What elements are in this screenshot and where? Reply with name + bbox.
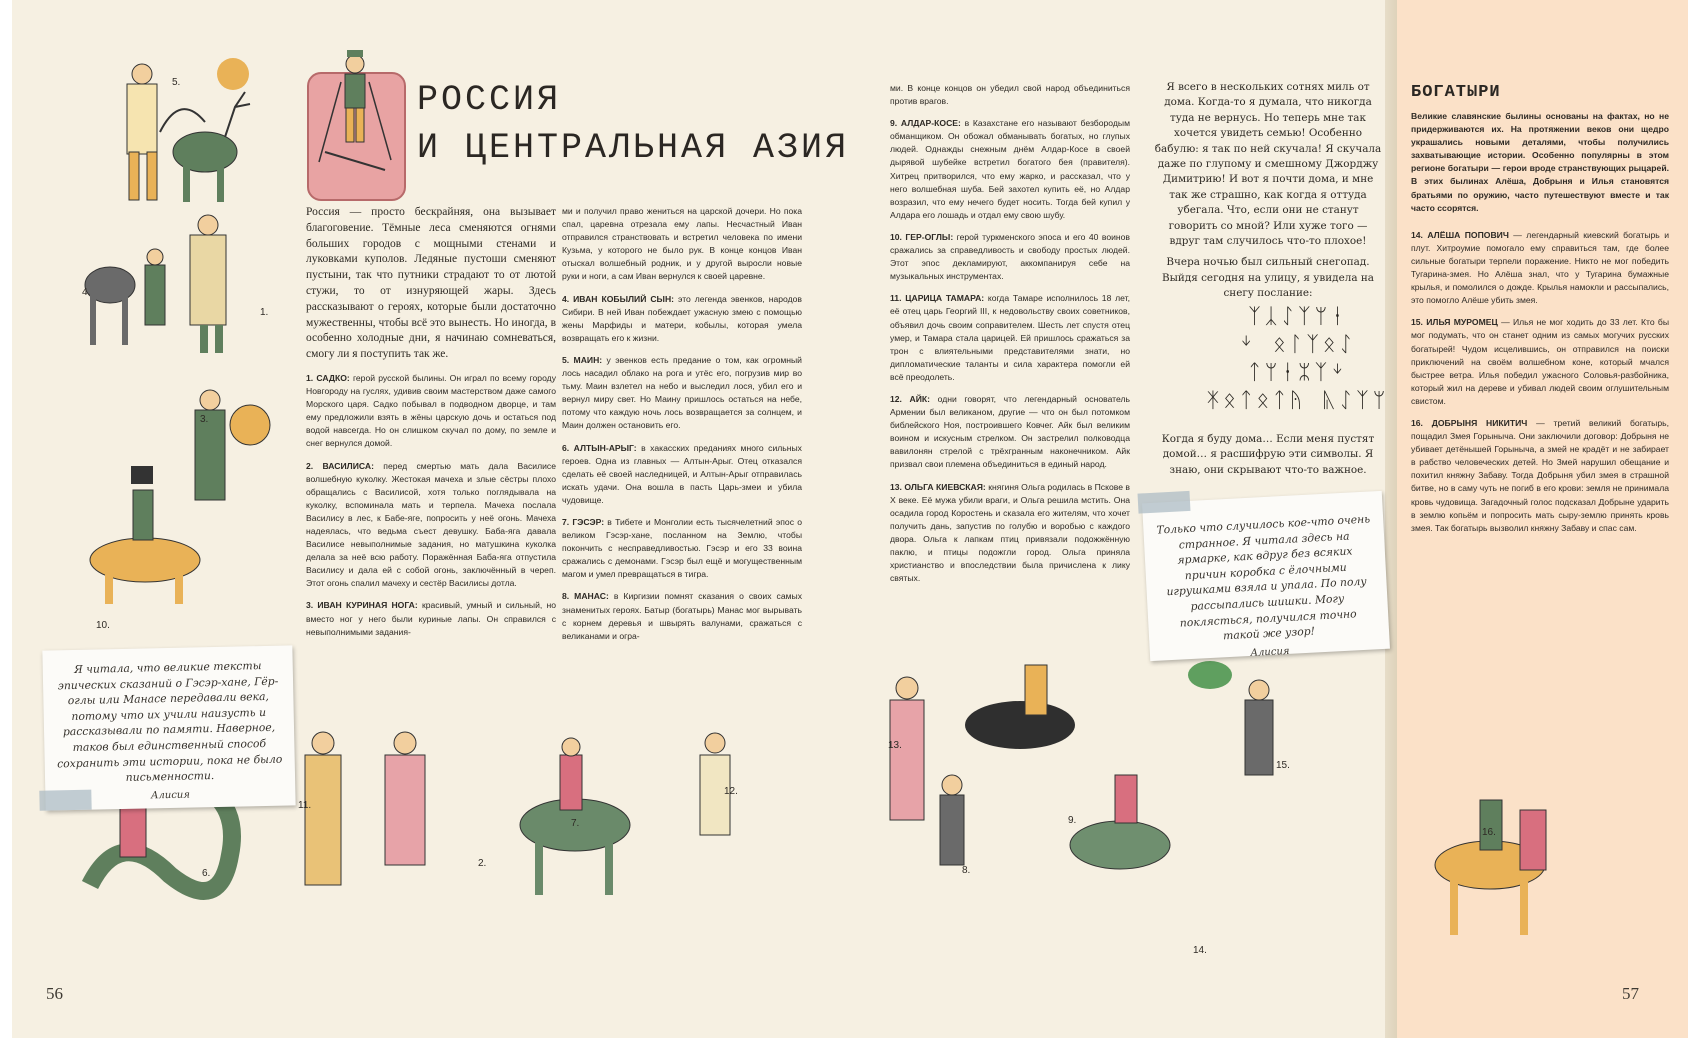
entry-3-cont bbox=[562, 205, 802, 284]
entry-6 bbox=[562, 442, 802, 507]
entry-heading: 8. МАНАС: bbox=[562, 591, 609, 602]
entry-heading: 5. МАИН: bbox=[562, 354, 603, 365]
entry-text: перед смертью мать дала Василисе волшебную куколку. Жестокая мачеха и злые сёстры плохо обращались с Василисой, хотя только поглядывала на куколку, вспоминала мать и терпела. Мачеха послала Василису в лес, к Бабе-яге, попросить у неё огонь. Мачеха надеялась, что ведьма съест девушку. Баба-яга давала Василисе невыполнимые задания, но матушкина куколка делала за неё всю работу. Поражённая Баба-яга отпустила Василису и дала ей с собой огонь, заключённый в череп. Этот огонь спалил мачеху и сестёр Василисы дотла. bbox=[306, 460, 556, 589]
letter-afterword: Когда я буду дома… Если меня пустят домой… я расшифрую эти символы. Я знаю, они скрывают что-то важное. bbox=[1161, 433, 1375, 476]
figure-number-5: 5. bbox=[172, 77, 181, 88]
sidebar-entry-15 bbox=[1411, 316, 1669, 408]
entry-text: герой русской былины. Он играл по всему городу Новгороду на гуслях, удивив своим мастерством даже самого Морского царя. Садко побывал в подводном дворце, и там ему предложили взять в жёны царскую дочь и остаться под водой навсегда. Но он слишком скучал по дому, по земле и снег вернулся домой. bbox=[306, 372, 556, 449]
figure-number-14: 14. bbox=[1193, 945, 1207, 956]
entry-8 bbox=[562, 590, 802, 642]
sidebar-intro: Великие славянские былины основаны на фактах, но не придерживаются их. На протяжении веков они щедро украшались новыми деталями, чтобы получились захватывающие истории. Особенно популярны в этом регионе богатыри — герои вроде странствующих рыцарей. В этих былинах Алёша, Добрыня и Илья становятся братьями по оружию, часто путешествуют вместе и так часто ссорятся. bbox=[1411, 111, 1669, 213]
rune-line: ᛉᛣᛇᛉᛘᚽ bbox=[1248, 304, 1348, 328]
entry-text: красивый, умный и сильный, но вместо ног у него были куриные лапы. Он справился с невыполнимыми задания- bbox=[306, 600, 556, 637]
right-heroes-illustration bbox=[880, 655, 1370, 945]
entry-text: ми и получил право жениться на царской дочери. Но пока спал, царевна отрезала ему лапы. Несчастный Иван отправился странствовать и встретил человека по имени Кузьма, у которого не было рук. В конце концов Иван отыскал волшебный родник, и у другой выросли новые руки и ноги, а сам Иван вернулся к своей царевне. bbox=[562, 206, 802, 282]
entry-heading: 6. АЛТЫН-АРЫГ: bbox=[562, 442, 637, 453]
entry-text: когда Тамаре исполнилось 18 лет, её отец царь Георгий III, к недовольству своих советников, объявил дочь своим соправителем. Шесть лет спустя отец умер, и Тамара стала царицей. Ей пришлось сражаться за трон с влиятельными представителями знати, но дипломатические таланты и сила характера помогли ей всё преодолеть. bbox=[890, 293, 1130, 382]
rune-line: ᛏᛘᚽᛯᛉᛎ bbox=[1248, 360, 1348, 384]
entry-2 bbox=[306, 460, 556, 591]
figure-number-15: 15. bbox=[1276, 760, 1290, 771]
page-number-right: 57 bbox=[1622, 984, 1639, 1003]
figure-number-8: 8. bbox=[962, 865, 971, 876]
entry-text: одни говорят, что легендарный основатель Армении был великаном, другие — что он был потомком библейского Ноя, построившего Ковчег. Айк был великим воином и искусным стрелком. Он застрелил полководца вавилонян стрелой с трёхгранным наконечником. Айк призвал свои племена объединиться в единый народ. bbox=[890, 393, 1131, 470]
figure-number-4: 4. bbox=[82, 287, 91, 298]
letter-body: Я всего в нескольких сотнях миль от дома. Когда-то я думала, что никогда туда не вернусь. Но теперь мне так хочется увидеть семью! Особенно бабулю: я так по ней скучала! Я скучала даже по глупому и смешному Джорджу Димитрию! И вот я почти дома, и мне так же страшно, как когда я оттуда убегала. Что, если они не станут говорить со мной? Или хуже того — вдруг там случилось что-то плохое! bbox=[1154, 81, 1382, 248]
entry-text: — легендарный киевский богатырь и плут. Хитроумие помогало ему справиться там, где более сильные богатыри терпели поражение. Никто не мог победить Тугарина-змея. Но Алёша знал, что у Тугарина бумажные крылья, и помолился о дожде. Крылья намокли и рассыпались, это помогло Алёше убить змея. bbox=[1411, 229, 1669, 306]
figure-number-11: 11. bbox=[298, 800, 312, 811]
sidebar-title: БОГАТЫРИ bbox=[1411, 83, 1501, 102]
sidebar-entry-16 bbox=[1411, 417, 1669, 535]
figure-number-12: 12. bbox=[724, 786, 738, 797]
rune-message bbox=[1188, 302, 1408, 414]
entry-text: ми. В конце концов он убедил свой народ объединиться против врагов. bbox=[890, 83, 1130, 107]
sidebar-entry-14 bbox=[1411, 229, 1669, 308]
sadko-deer-illustration bbox=[85, 52, 265, 212]
entry-heading: 4. ИВАН КОБЫЛИЙ СЫН: bbox=[562, 293, 675, 304]
entry-8-cont bbox=[890, 82, 1130, 108]
skier-illustration bbox=[307, 42, 407, 202]
entry-heading: 14. АЛЁША ПОПОВИЧ bbox=[1411, 229, 1509, 240]
entry-heading: 12. АЙК: bbox=[890, 393, 931, 404]
entry-text: в Киргизии помнят сказания о своих самых знаменитых героях. Батыр (богатырь) Манас мог вырывать с корнем деревья и швырять валунами, сражаться с великанами и огра- bbox=[562, 591, 803, 641]
entry-text: княгиня Ольга родилась в Пскове в X веке. Её мужа убили враги, и Ольга решила мстить. Она осадила город Коростень и сказала его жителям, что хочет получить дань, запустив по голубю и воробью с каждого двора. Ольга к лапкам птиц привязали подожжённую паклю, и птицы подожгли город. Ольга приняла христианство и впоследствии была причислена к лику святых. bbox=[890, 481, 1130, 584]
entry-heading: 11. ЦАРИЦА ТАМАРА: bbox=[890, 293, 985, 304]
entry-10 bbox=[890, 231, 1130, 283]
entry-3 bbox=[306, 599, 556, 638]
entry-11 bbox=[890, 292, 1130, 384]
entry-heading: 2. ВАСИЛИСА: bbox=[306, 460, 374, 471]
figure-number-16: 16. bbox=[1482, 827, 1496, 838]
figure-number-13: 13. bbox=[888, 740, 902, 751]
dobrynya-rider-illustration bbox=[1410, 790, 1620, 950]
intro-paragraph: Россия — просто бескрайняя, она вызывает благоговение. Тёмные леса сменяются огнями больших городов с мощными стенами и луковками куполов. Ледяные пустоши сменяют пустыни, так что путники страдают то от лютой стужи, то от изнуряющей жары. Здесь рассказывают о героях, которые были достаточно мужественны, чтобы всё это вынесть. Но иногда, в особенно холодные дни, я начинаю сомневаться, смогу ли я поступить так же. bbox=[306, 206, 556, 361]
figure-number-6: 6. bbox=[202, 868, 211, 879]
diary-letter bbox=[1152, 80, 1384, 302]
entry-text: это легенда эвенков, народов Сибири. В ней Иван побеждает ужасную змею с помощью жены Марфиды и матери, кобылы, которая умела возвращать его к жизни. bbox=[562, 293, 802, 343]
heroes-row-illustration bbox=[280, 715, 760, 925]
tape bbox=[39, 790, 91, 811]
figure-number-7: 7. bbox=[571, 818, 580, 829]
text-column-1 bbox=[306, 205, 556, 648]
rider-warrior-illustration bbox=[65, 380, 275, 610]
note-left-text: Я читала, что великие тексты эпических сказаний о Гэсэр-хане, Гёр-оглы или Манасе передавали века, потому что их учили наизусть и рассказывали по памяти. Наверное, таков был единственный способ сохранить эти истории, пока не было письменности. bbox=[57, 659, 283, 785]
tape bbox=[1138, 491, 1191, 514]
entry-text: в Тибете и Монголии есть тысячелетний эпос о великом Гэсэр-хане, посланном на Землю, чтобы покончить с несправедливостью. Гэсэр и его 33 воина сражались с демонами. Гэсэр был ещё и могущественным магом и умел превращаться в тигра. bbox=[562, 516, 803, 580]
entry-heading: 1. САДКО: bbox=[306, 372, 350, 383]
figure-number-2: 2. bbox=[478, 858, 487, 869]
entry-7 bbox=[562, 516, 802, 581]
entry-heading: 10. ГЕР-ОГЛЫ: bbox=[890, 231, 954, 242]
figure-number-10: 10. bbox=[96, 620, 110, 631]
sidebar-text bbox=[1411, 110, 1669, 544]
rune-line: ᛡᛟᛏᛟᛏᚤ ᚣᛇᛉᛘ bbox=[1206, 388, 1390, 412]
entry-13 bbox=[890, 481, 1130, 586]
figure-number-3: 3. bbox=[200, 414, 209, 425]
entry-text: — Илья не мог ходить до 33 лет. Кто бы мог подумать, что он станет одним из самых могучих русских богатырей! Чудом исцелившись, он отправился на поиски приключений на своём волшебном коне, который мчался быстрее ветра. Илья победил ужасного Соловья-разбойника, который жил на дереве и убивал людей своим оглушительным свистом. bbox=[1411, 317, 1669, 406]
entry-heading: 16. ДОБРЫНЯ НИКИТИЧ bbox=[1411, 417, 1528, 428]
text-column-3 bbox=[890, 82, 1130, 594]
entry-text: в Казахстане его называют безбородым обманщиком. Он обожал обманывать богатых, но глупых людей. Однажды снежным днём Алдар-Косе в своей дырявой шубейке встретил богатого бея (правителя). Хитрец притворился, что ему жарко, и рассказал, что у него волшебная шуба. Бей захотел купить её, но Алдар возразил, что ему нечего будет носить. Тогда бей купил у Алдара его лошадь и отдал ему свою шубу. bbox=[890, 118, 1130, 220]
note-right-text: Только что случилось кое-что очень странное. Я читала здесь на ярмарке, как вдруг без всяких причин коробка с ёлочными игрушками взяла и упала. По полу рассыпались шишки. Могу поклясться, получился точно такой же узор! bbox=[1156, 512, 1371, 643]
entry-heading: 9. АЛДАР-КОСЕ: bbox=[890, 118, 961, 129]
entry-1 bbox=[306, 372, 556, 451]
figure-number-9: 9. bbox=[1068, 815, 1077, 826]
entry-4 bbox=[562, 293, 802, 345]
entry-text: — третий великий богатырь, пощадил Змея Горыныча. Они заключили договор: Добрыня не убивает детёнышей Горыныча, а змей не крадёт и не забирает в рабство человеческих детей. Но Змей нарушил обещание и похитил княжну Забаву. Тогда Добрыня убил змея в страшной битве, но в саму чуть не погиб в его крови: земля не принимала кровь чудовища. Загадочный голос подсказал Добрыне ударить в землю копьём и попросить мать сыру-землю принять кровь змея. Так богатырь вызволил княжну Забаву и спас сам. bbox=[1411, 417, 1669, 533]
entry-9 bbox=[890, 117, 1130, 222]
note-right bbox=[1142, 491, 1390, 661]
page-number-left: 56 bbox=[46, 984, 63, 1003]
entry-text: герой туркменского эпоса и его 40 воинов сражались за справедливость и свободу простых людей. Этот эпос декламируют, аккомпанируя себе на музыкальных инструментах. bbox=[890, 231, 1130, 282]
entry-heading: 13. ОЛЬГА КИЕВСКАЯ: bbox=[890, 481, 986, 492]
title-line-1: РОССИЯ bbox=[417, 80, 562, 120]
page-title bbox=[417, 76, 849, 172]
title-line-2: И ЦЕНТРАЛЬНАЯ АЗИЯ bbox=[417, 128, 850, 168]
ivan-horse-illustration bbox=[70, 205, 260, 385]
entry-text: в хакасских преданиях много сильных героев. Одна из главных — Алтын-Арыг. Отец отказался сделать её своей наследницей, и Алтын-Арыг отправилась искать удачи. Она вошла в пасть Царь-змеи и убила чудовище. bbox=[562, 442, 802, 505]
entry-heading: 15. ИЛЬЯ МУРОМЕЦ bbox=[1411, 317, 1498, 328]
note-left-signature: Алисия bbox=[150, 789, 191, 802]
entry-heading: 7. ГЭСЭР: bbox=[562, 516, 605, 527]
text-column-2 bbox=[562, 205, 802, 652]
rune-line: ᛎ ᛟᛚᛉᛟᛇ bbox=[1239, 332, 1357, 356]
entry-text: у эвенков есть предание о том, как огромный лось насадил облако на рога и утёс его, погрузив мир во тьму. Маин взлетел на небо и выследил лося, убил его и вернул миру свет. Но Маину пришлось остаться на небе, потому что каждую ночь лось возвращается за солнцем, и Маин должен остановить его. bbox=[562, 354, 802, 431]
figure-number-1: 1. bbox=[260, 307, 269, 318]
letter-snow-line: Вчера ночью был сильный снегопад. Выйдя сегодня на улицу, я увидела на снегу послание: bbox=[1162, 256, 1374, 300]
note-right-signature: Алисия bbox=[1250, 645, 1290, 659]
entry-12 bbox=[890, 393, 1130, 472]
note-left bbox=[42, 645, 295, 810]
entry-heading: 3. ИВАН КУРИНАЯ НОГА: bbox=[306, 600, 418, 611]
entry-5 bbox=[562, 354, 802, 433]
